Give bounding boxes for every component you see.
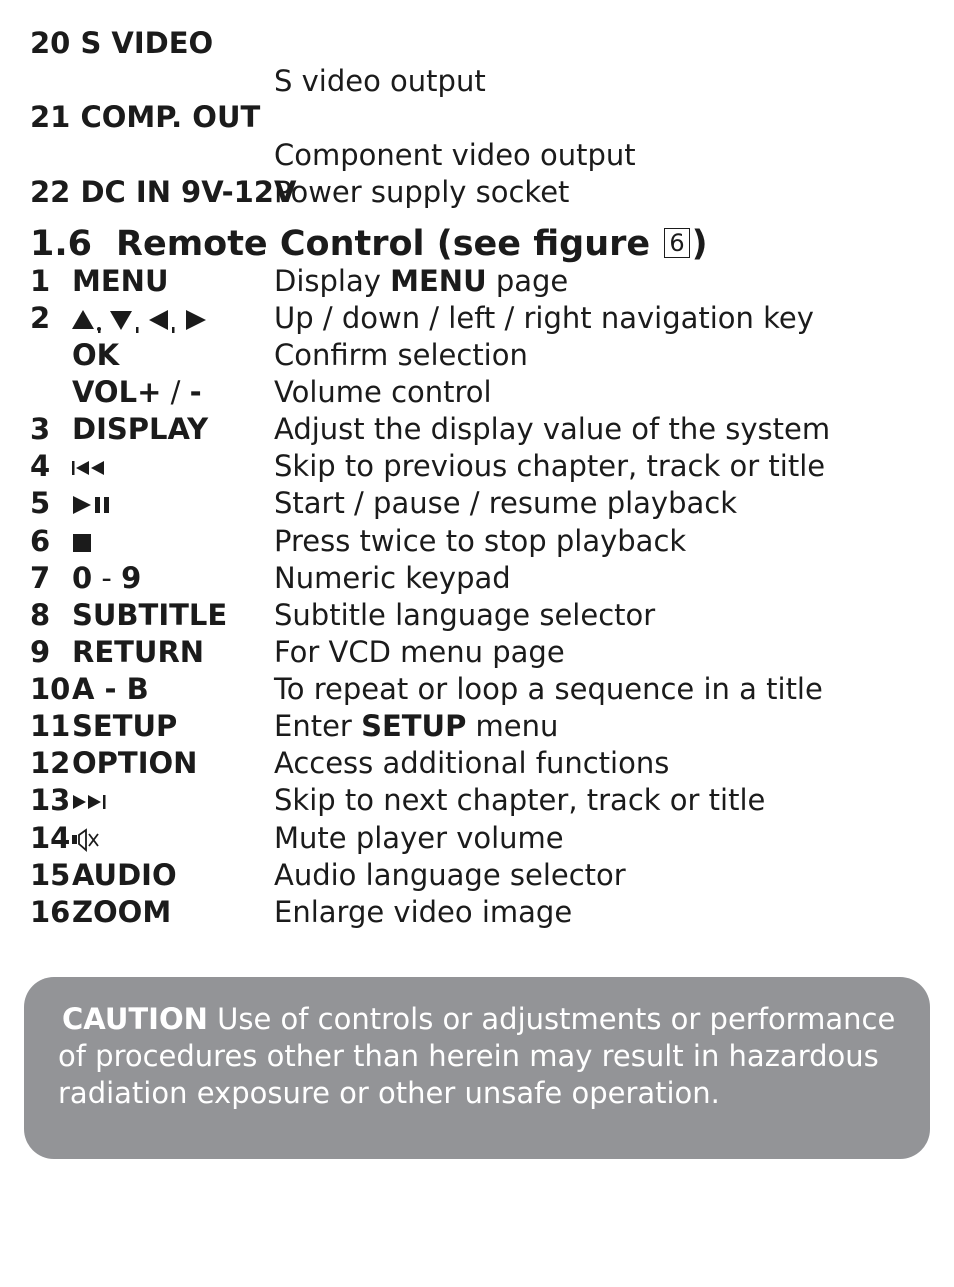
remote-row-repeat-ab <box>0 671 954 708</box>
spec-row-20-desc <box>0 63 954 100</box>
item-number: 12 <box>30 746 71 780</box>
connector-description: S video output <box>274 64 486 98</box>
caution-text: Use of controls or adjustments or performance <box>207 1002 896 1036</box>
key-description: Subtitle language selector <box>274 598 656 632</box>
item-number: 8 <box>30 598 51 632</box>
remote-row-zoom <box>0 894 954 931</box>
remote-row-display <box>0 411 954 448</box>
next-icon <box>72 792 108 812</box>
item-number: 3 <box>30 412 51 446</box>
spec-row-21-key <box>0 99 954 136</box>
spec-row-21-desc <box>0 137 954 174</box>
key-description: To repeat or loop a sequence in a title <box>274 672 823 706</box>
item-number: 2 <box>30 301 51 335</box>
up-arrow-icon <box>72 310 94 329</box>
remote-row-previous <box>0 448 954 485</box>
item-number: 6 <box>30 524 51 558</box>
key-label: MENU <box>72 264 169 298</box>
key-description: Skip to next chapter, track or title <box>274 783 766 817</box>
remote-row-audio <box>0 857 954 894</box>
caution-box <box>24 977 930 1159</box>
item-number: 1 <box>30 264 51 298</box>
connector-description: Power supply socket <box>274 175 570 209</box>
item-number: 16 <box>30 895 71 929</box>
key-label: 0 - 9 <box>72 561 142 595</box>
connector-description: Component video output <box>274 138 636 172</box>
item-number: 13 <box>30 783 71 817</box>
section-heading <box>30 222 708 266</box>
key-description: Adjust the display value of the system <box>274 412 831 446</box>
item-number: 14 <box>30 821 71 855</box>
down-arrow-icon <box>110 311 132 330</box>
remote-row-menu <box>0 263 954 300</box>
key-label: RETURN <box>72 635 205 669</box>
item-number: 7 <box>30 561 51 595</box>
remote-row-volume <box>0 374 954 411</box>
key-label: VOL+ / - <box>72 375 202 409</box>
remote-row-setup <box>0 708 954 745</box>
remote-row-mute <box>0 820 954 857</box>
key-label: SETUP <box>72 709 178 743</box>
key-description: For VCD menu page <box>274 635 565 669</box>
key-description: Skip to previous chapter, track or title <box>274 449 826 483</box>
figure-reference-box: 6 <box>664 228 689 258</box>
section-title-close: ) <box>691 224 708 264</box>
key-label: A - B <box>72 672 149 706</box>
navigation-arrows <box>72 300 212 337</box>
key-description: Numeric keypad <box>274 561 511 595</box>
key-label: OK <box>72 338 120 372</box>
key-description: Start / pause / resume playback <box>274 486 738 520</box>
item-number: 5 <box>30 486 51 520</box>
section-title: Remote Control (see figure <box>116 224 651 264</box>
connector-label: 21 COMP. OUT <box>30 100 261 134</box>
key-description: Audio language selector <box>274 858 626 892</box>
key-description: Up / down / left / right navigation key <box>274 301 814 335</box>
remote-row-play-pause <box>0 485 954 522</box>
key-label: DISPLAY <box>72 412 209 446</box>
play-pause-icon <box>72 494 114 516</box>
remote-row-option <box>0 745 954 782</box>
right-arrow-icon <box>186 310 206 330</box>
stop-icon <box>72 532 96 554</box>
key-description: Enlarge video image <box>274 895 573 929</box>
remote-row-subtitle <box>0 597 954 634</box>
remote-row-next <box>0 782 954 819</box>
key-description: Mute player volume <box>274 821 564 855</box>
connector-label: 20 S VIDEO <box>30 26 214 60</box>
key-description: Enter SETUP menu <box>274 709 559 743</box>
spec-row-22 <box>0 174 954 211</box>
left-arrow-icon <box>149 310 168 330</box>
key-description: Access additional functions <box>274 746 670 780</box>
caution-line-2: of procedures other than herein may result in hazardous <box>58 1039 879 1073</box>
caution-line-1 <box>58 1001 896 1038</box>
spec-row-20-key <box>0 25 954 62</box>
key-description: Press twice to stop playback <box>274 524 687 558</box>
key-label: OPTION <box>72 746 198 780</box>
arrow-keys-icon <box>72 307 212 333</box>
key-label: ZOOM <box>72 895 172 929</box>
remote-row-navigation <box>0 300 954 337</box>
mute-icon <box>72 828 102 852</box>
item-number: 10 <box>30 672 71 706</box>
item-number: 4 <box>30 449 51 483</box>
key-description: Confirm selection <box>274 338 528 372</box>
item-number: 11 <box>30 709 71 743</box>
remote-row-return <box>0 634 954 671</box>
previous-icon <box>72 458 108 478</box>
item-number: 15 <box>30 858 71 892</box>
remote-row-stop <box>0 523 954 560</box>
connector-label: 22 DC IN 9V-12V <box>30 175 297 209</box>
key-description: Volume control <box>274 375 492 409</box>
caution-label: CAUTION <box>62 1002 208 1036</box>
key-label: SUBTITLE <box>72 598 228 632</box>
key-description: Display MENU page <box>274 264 569 298</box>
key-label: AUDIO <box>72 858 177 892</box>
item-number: 9 <box>30 635 51 669</box>
section-number: 1.6 <box>30 224 93 264</box>
remote-row-ok <box>0 337 954 374</box>
caution-line-3: radiation exposure or other unsafe operation. <box>58 1076 720 1110</box>
remote-row-keypad <box>0 560 954 597</box>
